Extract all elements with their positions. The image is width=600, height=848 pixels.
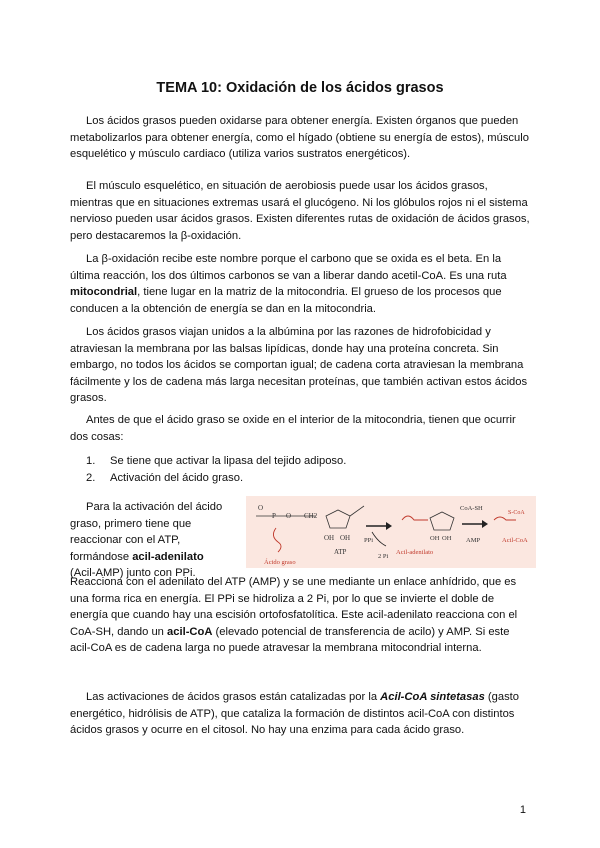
numbered-list: [86, 453, 346, 487]
fig-label: Ácido graso: [264, 559, 296, 566]
fig-label: 2 Pi: [378, 553, 389, 560]
paragraph-2: El músculo esquelético, en situación de aerobiosis puede usar los ácidos grasos, mientras que en situaciones extremas usará el glucógeno. Ni los glóbulos rojos ni el sistema nervioso pueden usar ácidos grasos. Existen diferentes rutas de oxidación de ácidos grasos, pero destacaremos la β-oxidación.: [70, 180, 530, 242]
text-run: Reacciona con el adenilato del ATP (AMP) y se une mediante un enlace anhídrido, que es una forma rica en energía. El PPi se hidroliza a 2 Pi, por lo que se invierte el doble de energía que cuando hay una escisión ortofosfatolítica. Este acil-adenilato reacciona con el CoA-SH, dando un: [70, 576, 518, 638]
fig-label: PPi: [364, 537, 374, 544]
fig-label: P: [272, 512, 276, 520]
fig-label: OH: [324, 534, 335, 542]
fig-label: CoA-SH: [460, 505, 483, 512]
ppi-arrow: [372, 532, 386, 546]
text-run: (elevado potencial de transferencia de acilo) y AMP. Si este acil-CoA es de cadena larga no puede atravesar la membrana mitocondrial interna.: [70, 625, 510, 654]
list-number: 1.: [86, 455, 96, 467]
paragraph-7: [70, 689, 530, 739]
bond-line: [350, 506, 364, 516]
fig-label: Acil-CoA: [502, 537, 528, 544]
acyl-coa-group: [494, 517, 516, 520]
page-number: 1: [519, 803, 526, 816]
bold-term-acil-coa: acil-CoA: [167, 625, 213, 638]
bold-term-acil-adenilato: acil-adenilato: [132, 550, 204, 563]
paragraph-4: Los ácidos grasos viajan unidos a la albúmina por las razones de hidrofobicidad y atraviesan la membrana por las balsas lipídicas, donde hay una proteína concreta. Sin embargo, no todos los ácidos se comportan igual; de cadena corta atraviesan la membrana fácilmente y los de cadena más larga necesitan proteínas, que también activan estos ácidos grasos.: [70, 326, 528, 404]
text-run: (gasto energético, hidrólisis de ATP), que cataliza la formación de distintos acil-CoA con distintos ácidos grasos y ocurre en el citosol. No hay una enzima para cada ácido graso.: [70, 691, 520, 736]
paragraph-6-body: [70, 574, 530, 657]
text-run: Las activaciones de ácidos grasos están catalizadas por la: [86, 691, 381, 703]
text-run: Para la activación del ácido graso, primero tiene que reaccionar con el ATP, formándose: [70, 501, 223, 563]
bold-term-acil-coa-sintetasas: Acil-CoA sintetasas: [380, 691, 485, 703]
fig-label: ATP: [334, 548, 347, 556]
paragraph-5: Antes de que el ácido graso se oxide en el interior de la mitocondria, tienen que ocurrir dos cosas:: [70, 414, 516, 443]
arrow-head: [482, 520, 488, 528]
fig-label: CH2: [304, 512, 318, 520]
activation-reaction-figure: [246, 496, 536, 568]
list-text: Activación del ácido graso.: [110, 472, 244, 484]
fig-label: O: [286, 512, 292, 520]
bold-term-mitocondrial: mitocondrial: [70, 286, 138, 298]
fig-label: S-CoA: [508, 510, 525, 516]
paragraph-1: Los ácidos grasos pueden oxidarse para obtener energía. Existen órganos que pueden metabolizarlos para obtener energía, como el hígado (obtiene su energía de estos), músculo esquelético y músculo cardiaco (utiliza varios sustratos energéticos).: [70, 115, 529, 160]
fig-label: OH: [430, 535, 440, 542]
fig-label: Acil-adenilato: [396, 549, 434, 556]
list-text: Se tiene que activar la lipasa del tejido adiposo.: [110, 455, 347, 467]
fig-label: OH: [442, 535, 452, 542]
page-title: TEMA 10: Oxidación de los ácidos grasos: [156, 80, 444, 96]
text-run: La β-oxidación recibe este nombre porque el carbono que se oxida es el beta. En la última reacción, los dos últimos carbonos se van a liberar dando acetil-CoA. Es una ruta: [70, 253, 507, 282]
arrow-head: [386, 522, 392, 530]
text-run: , tiene lugar en la matriz de la mitocondria. El grueso de los procesos que conducen a la obtención de energía se dan en la mitocondria.: [70, 286, 502, 315]
fatty-acid-chain: [273, 528, 281, 552]
ribose-ring: [430, 512, 454, 530]
fig-label: OH: [340, 534, 351, 542]
list-item: [86, 453, 346, 470]
acyl-group: [402, 516, 428, 520]
fig-label: O: [258, 504, 264, 512]
list-item: [86, 470, 346, 487]
text-run: (Acil-AMP) junto con PPi.: [70, 567, 196, 579]
reaction-diagram: [246, 496, 536, 568]
fig-label: AMP: [466, 537, 481, 544]
list-number: 2.: [86, 472, 96, 484]
paragraph-3: [70, 251, 530, 317]
ribose-ring: [326, 510, 350, 528]
paragraph-6-intro: [70, 499, 230, 582]
